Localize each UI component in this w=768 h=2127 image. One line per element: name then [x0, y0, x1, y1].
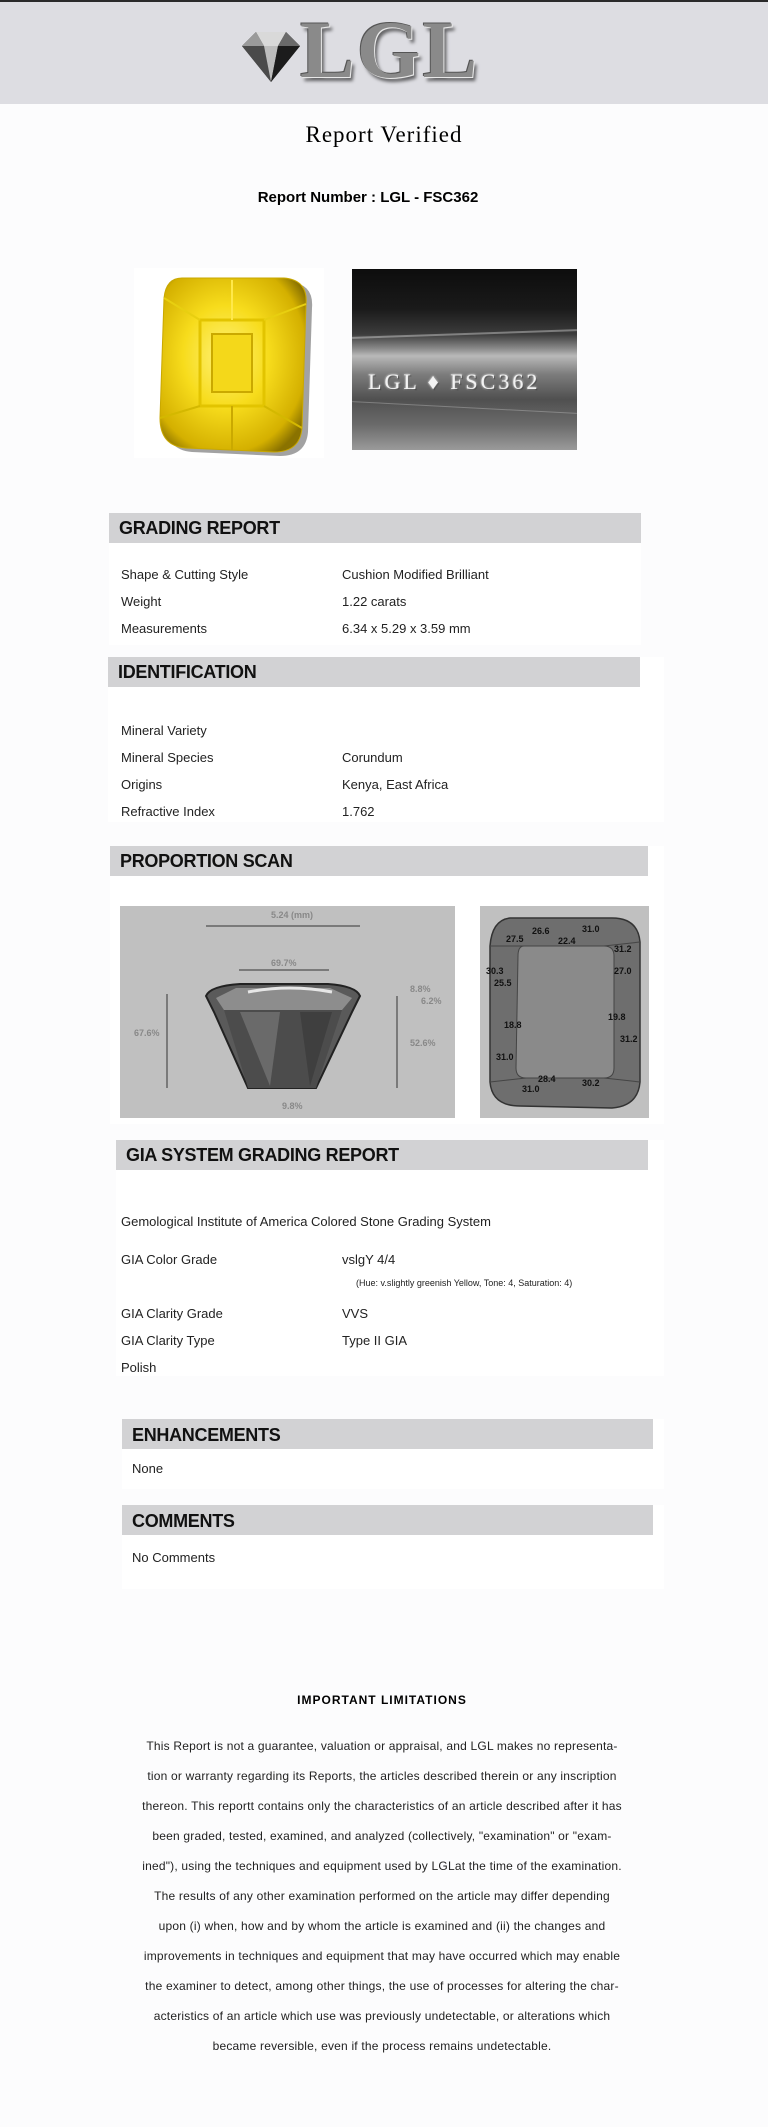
limitations-line: upon (i) when, how and by whom the article is examined and (ii) the changes and — [158, 1919, 606, 1933]
inscription-code: FSC362 — [450, 369, 541, 394]
diamond-icon — [236, 26, 306, 86]
limitations-line: thereon. This reportt contains only the characteristics of an article described after it has — [142, 1799, 622, 1813]
profile-width-label: 5.24 (mm) — [271, 910, 314, 920]
top-view-number: 26.6 — [532, 926, 550, 936]
inscription-highlight — [352, 329, 577, 339]
limitations-line: This Report is not a guarantee, valuation or appraisal, and LGL makes no representa- — [146, 1739, 618, 1753]
profile-depth-label: 67.6% — [134, 1028, 160, 1038]
lgl-logo — [236, 4, 486, 96]
profile-crown-a-label: 8.8% — [410, 984, 431, 994]
limitations-heading: IMPORTANT LIMITATIONS — [297, 1693, 467, 1707]
page-title: Report Verified — [305, 122, 463, 147]
gia-color-note: (Hue: v.slightly greenish Yellow, Tone: 4, Saturation: 4) — [356, 1278, 573, 1288]
mineral-variety-label: Mineral Variety — [121, 723, 207, 738]
top-view-number: 25.5 — [494, 978, 512, 988]
limitations-line: improvements in techniques and equipment that may have occurred which may enable — [143, 1949, 621, 1963]
header-banner — [0, 2, 768, 104]
limitations-line: became reversible, even if the process remains undetectable. — [212, 2039, 552, 2053]
measurements-value: 6.34 x 5.29 x 3.59 mm — [342, 621, 471, 636]
top-view-number: 30.2 — [582, 1078, 600, 1088]
gia-clarity-type-value: Type II GIA — [342, 1333, 408, 1348]
gia-color-grade-label: GIA Color Grade — [121, 1252, 218, 1267]
top-view-number: 31.0 — [522, 1084, 540, 1094]
profile-pavilion-label: 52.6% — [410, 1038, 436, 1048]
profile-diagram — [120, 906, 455, 1118]
profile-scan-panel — [120, 906, 455, 1118]
top-view-number: 28.4 — [538, 1074, 556, 1084]
identification-heading: IDENTIFICATION — [108, 657, 640, 687]
weight-value: 1.22 carats — [342, 594, 407, 609]
top-view-scan-panel — [480, 906, 649, 1118]
measurements-label: Measurements — [121, 621, 207, 636]
top-view-number: 31.2 — [620, 1034, 638, 1044]
limitations-line: been graded, tested, examined, and analyzed (collectively, "examination" or "exam- — [152, 1829, 612, 1843]
limitations-line: The results of any other examination performed on the article may differ depending — [154, 1889, 610, 1903]
report-number: Report Number : LGL - FSC362 — [257, 189, 479, 206]
shape-label: Shape & Cutting Style — [121, 567, 249, 582]
inscription-text — [368, 369, 540, 395]
comments-heading: COMMENTS — [122, 1505, 653, 1535]
enhancements-heading: ENHANCEMENTS — [122, 1419, 653, 1449]
enhancements-value: None — [132, 1461, 164, 1476]
logo-text: LGL — [300, 4, 480, 95]
limitations-line: ined"), using the techniques and equipment used by LGLat the time of the examination. — [142, 1859, 622, 1873]
limitations-line: the examiner to detect, among other things, the use of processes for altering the char- — [145, 1979, 619, 1993]
limitations-line: acteristics of an article which use was previously undetectable, or alterations which — [153, 2009, 611, 2023]
inscription-symbol: ♦ — [427, 369, 442, 394]
gia-clarity-type-label: GIA Clarity Type — [121, 1333, 215, 1348]
polish-label: Polish — [121, 1360, 157, 1375]
mineral-species-value: Corundum — [342, 750, 403, 765]
gia-color-grade-value: vslgY 4/4 — [342, 1252, 396, 1267]
top-view-number: 18.8 — [504, 1020, 522, 1030]
gia-clarity-grade-label: GIA Clarity Grade — [121, 1306, 223, 1321]
top-view-number: 31.2 — [614, 944, 632, 954]
limitations-line: tion or warranty regarding its Reports, the articles described therein or any inscription — [147, 1769, 617, 1783]
top-view-number: 19.8 — [608, 1012, 626, 1022]
top-view-number: 27.0 — [614, 966, 632, 976]
gia-clarity-grade-value: VVS — [342, 1306, 369, 1321]
profile-culet-label: 9.8% — [282, 1101, 303, 1111]
inscription-lgl: LGL — [368, 369, 419, 394]
top-view-number: 31.0 — [582, 924, 600, 934]
top-view-number: 27.5 — [506, 934, 524, 944]
origins-label: Origins — [121, 777, 163, 792]
gia-heading: GIA SYSTEM GRADING REPORT — [116, 1140, 648, 1170]
origins-value: Kenya, East Africa — [342, 777, 449, 792]
gia-system-text: Gemological Institute of America Colored Stone Grading System — [121, 1214, 491, 1229]
refractive-index-value: 1.762 — [342, 804, 375, 819]
yellow-stone-image — [134, 268, 324, 458]
stone-photo — [134, 268, 324, 458]
inscription-highlight — [352, 401, 577, 414]
profile-crown-b-label: 6.2% — [421, 996, 442, 1006]
mineral-species-label: Mineral Species — [121, 750, 214, 765]
top-view-number: 30.3 — [486, 966, 504, 976]
refractive-index-label: Refractive Index — [121, 804, 215, 819]
profile-table-label: 69.7% — [271, 958, 297, 968]
inscription-photo — [352, 269, 577, 450]
top-view-number: 22.4 — [558, 936, 576, 946]
weight-label: Weight — [121, 594, 162, 609]
top-view-number: 31.0 — [496, 1052, 514, 1062]
comments-value: No Comments — [132, 1550, 216, 1565]
grading-report-heading: GRADING REPORT — [109, 513, 641, 543]
proportion-scan-heading: PROPORTION SCAN — [110, 846, 648, 876]
shape-value: Cushion Modified Brilliant — [342, 567, 489, 582]
